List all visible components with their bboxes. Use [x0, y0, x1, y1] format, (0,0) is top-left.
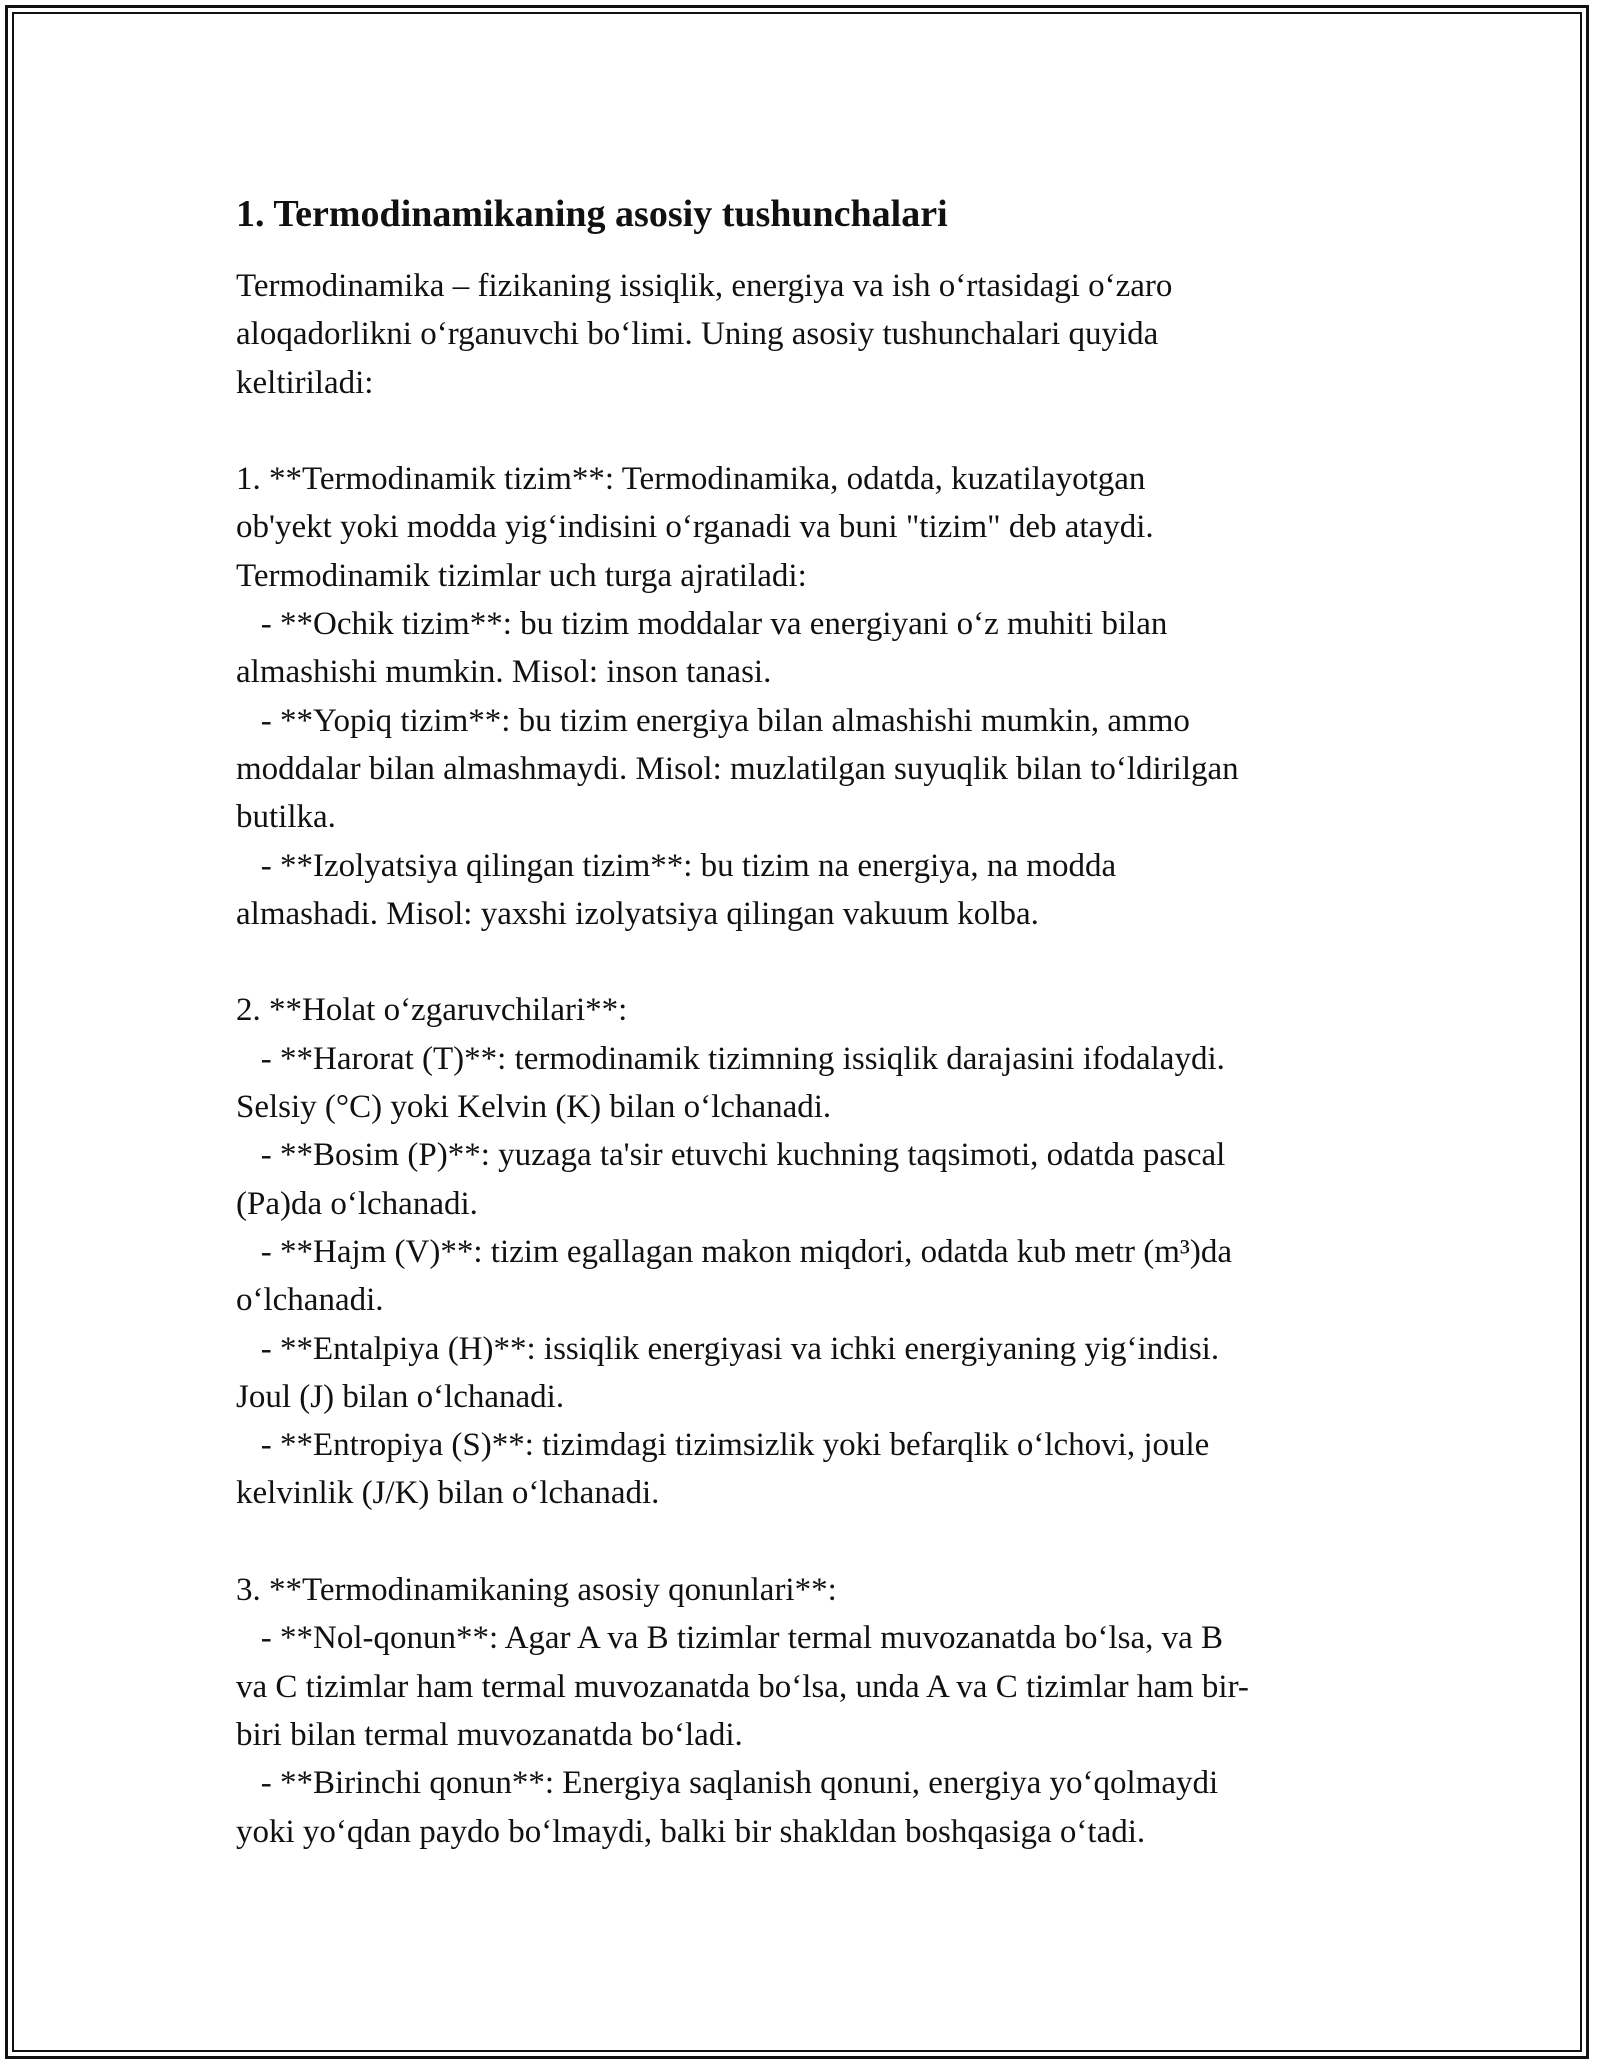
text-line: - **Harorat (T)**: termodinamik tizimning issiqlik darajasini ifodalaydi.: [236, 1040, 1225, 1077]
document-content: [236, 184, 1376, 1856]
text-line: - **Entalpiya (H)**: issiqlik energiyasi va ichki energiyaning yig‘indisi.: [236, 1330, 1220, 1367]
text-line: ob'yekt yoki modda yig‘indisini o‘rganadi va buni "tizim" deb ataydi.: [236, 509, 1154, 546]
text-line: butilka.: [236, 799, 336, 836]
text-line: Joul (J) bilan o‘lchanadi.: [236, 1378, 565, 1415]
blank-line: [236, 407, 1376, 455]
text-line: Selsiy (°C) yoki Kelvin (K) bilan o‘lchanadi.: [236, 1089, 832, 1126]
blank-line: [236, 1518, 1376, 1566]
text-line: - **Entropiya (S)**: tizimdagi tizimsizlik yoki befarqlik o‘lchovi, joule: [236, 1427, 1210, 1464]
text-line: kelvinlik (J/K) bilan o‘lchanadi.: [236, 1475, 660, 1512]
text-line: va C tizimlar ham termal muvozanatda bo‘lsa, unda A va C tizimlar ham bir-: [236, 1668, 1249, 1705]
text-line: biri bilan termal muvozanatda bo‘ladi.: [236, 1716, 743, 1753]
document-body: [236, 262, 1376, 1856]
text-line: o‘lchanadi.: [236, 1282, 384, 1319]
text-line: aloqadorlikni o‘rganuvchi bo‘limi. Uning asosiy tushunchalari quyida: [236, 316, 1159, 353]
text-line: (Pa)da o‘lchanadi.: [236, 1185, 478, 1222]
text-line: - **Yopiq tizim**: bu tizim energiya bilan almashishi mumkin, ammo: [236, 702, 1190, 739]
text-line: - **Izolyatsiya qilingan tizim**: bu tizim na energiya, na modda: [236, 847, 1117, 884]
text-line: - **Ochik tizim**: bu tizim moddalar va energiyani o‘z muhiti bilan: [236, 606, 1168, 643]
text-line: 3. **Termodinamikaning asosiy qonunlari**:: [236, 1572, 837, 1609]
text-line: - **Nol-qonun**: Agar A va B tizimlar termal muvozanatda bo‘lsa, va B: [236, 1620, 1224, 1657]
blank-line: [236, 938, 1376, 986]
section-heading: 1. Termodinamikaning asosiy tushunchalari: [236, 193, 948, 235]
text-line: Termodinamika – fizikaning issiqlik, energiya va ish o‘rtasidagi o‘zaro: [236, 268, 1173, 304]
text-line: - **Hajm (V)**: tizim egallagan makon miqdori, odatda kub metr (m³)da: [236, 1233, 1232, 1270]
text-line: keltiriladi:: [236, 364, 374, 401]
text-line: 2. **Holat o‘zgaruvchilari**:: [236, 992, 628, 1029]
text-line: yoki yo‘qdan paydo bo‘lmaydi, balki bir shakldan boshqasiga o‘tadi.: [236, 1813, 1146, 1850]
text-line: almashishi mumkin. Misol: inson tanasi.: [236, 654, 772, 691]
text-line: moddalar bilan almashmaydi. Misol: muzlatilgan suyuqlik bilan to‘ldirilgan: [236, 750, 1239, 787]
text-line: almashadi. Misol: yaxshi izolyatsiya qilingan vakuum kolba.: [236, 895, 1039, 932]
text-line: - **Birinchi qonun**: Energiya saqlanish qonuni, energiya yo‘qolmaydi: [236, 1765, 1219, 1802]
text-line: 1. **Termodinamik tizim**: Termodinamika, odatda, kuzatilayotgan: [236, 461, 1146, 498]
text-line: Termodinamik tizimlar uch turga ajratiladi:: [236, 557, 807, 594]
text-line: - **Bosim (P)**: yuzaga ta'sir etuvchi kuchning taqsimoti, odatda pascal: [236, 1137, 1226, 1174]
